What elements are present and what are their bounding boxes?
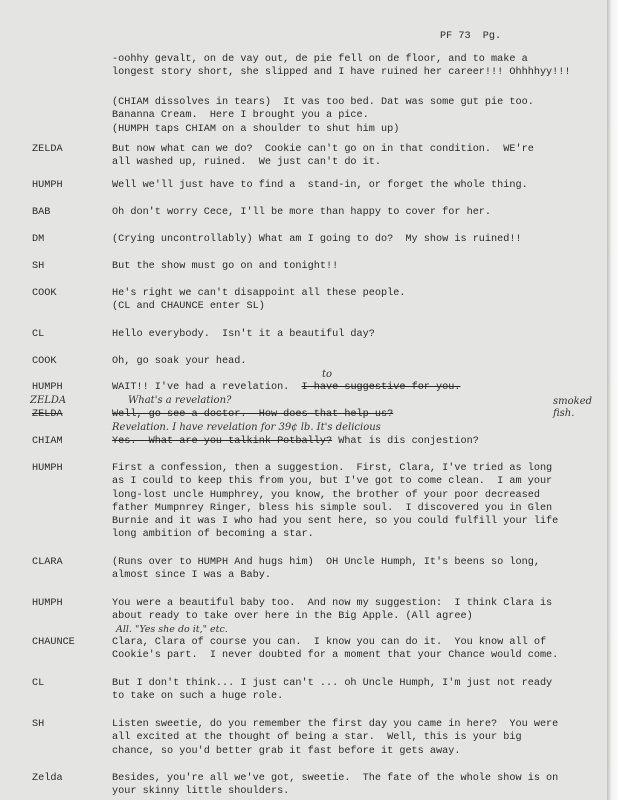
dialogue-text <box>112 260 338 273</box>
line-text: (CHIAM dissolves in tears) It vas too bed. Dat was some gut pie too. <box>112 97 534 108</box>
speaker-name: BAB <box>32 207 51 218</box>
dialogue-line <box>112 785 558 798</box>
line-text: Besides, you're all we've got, sweetie. The fate of the whole show is on <box>112 773 559 784</box>
line-text: longest story short, she slipped and I have ruined her career!!! Ohhhhyy!!! <box>112 67 571 79</box>
line-text: long-lost uncle Humphrey, you know, the brother of your poor decreased <box>112 489 540 501</box>
dialogue-text <box>112 328 375 341</box>
line-text: Oh, go soak your head. <box>112 356 247 367</box>
line-text: Listen sweetie, do you remember the first day you came in here? You were <box>112 719 559 730</box>
dialogue-line <box>112 287 405 300</box>
dialogue-line <box>112 502 558 515</box>
dialogue-line <box>112 528 558 541</box>
line-text: almost since I was a Baby. <box>112 570 271 582</box>
line-text: chance, so you'd better grab it fast before it gets away. <box>112 745 461 757</box>
dialogue-line <box>112 260 338 273</box>
dialogue-text <box>112 381 460 394</box>
speaker-name: HUMPH <box>32 382 63 393</box>
dialogue-line <box>112 66 571 79</box>
dialogue-line <box>112 636 558 649</box>
speaker-name: CLARA <box>32 557 63 568</box>
dialogue-line <box>112 569 540 582</box>
page-edge <box>607 0 618 800</box>
dialogue-line <box>112 156 534 169</box>
handwritten-speaker: ZELDA <box>30 395 67 406</box>
speaker-name: CHAUNCE <box>32 637 75 648</box>
dialogue-text <box>112 597 552 624</box>
dialogue-text <box>112 636 558 663</box>
speaker-name: HUMPH <box>32 598 63 609</box>
line-text: He's right we can't disappoint all these people. <box>112 288 406 299</box>
line-text: to take on such a huge role. <box>112 691 284 703</box>
line-text: Well, go see a doctor. How does that help us? <box>112 409 394 420</box>
line-text: about ready to take over here in the Big Apple. (All agree) <box>112 611 473 623</box>
speaker-name: DM <box>32 234 45 245</box>
dialogue-text <box>112 287 405 314</box>
dialogue-line <box>112 355 247 368</box>
dialogue-text <box>112 233 522 246</box>
dialogue-line <box>112 233 522 246</box>
line-text: Cookie's part. I never doubted for a moment that your Chance would come. <box>112 650 559 662</box>
dialogue-text <box>112 206 491 219</box>
dialogue-text <box>112 556 540 583</box>
speaker-name: CHIAM <box>32 436 63 447</box>
line-text: But I don't think... I just can't ... oh Uncle Humph, I'm just not ready <box>112 678 553 689</box>
speaker-name: COOK <box>32 356 57 367</box>
line-text: (Crying uncontrollably) What am I going to do? My show is ruined!! <box>112 234 522 245</box>
dialogue-text <box>112 462 558 542</box>
dialogue-line <box>112 556 540 569</box>
line-text: (CL and CHAUNCE enter SL) <box>112 301 265 313</box>
line-text: Burnie and it was I who had you sent here, so you could fulfill your life <box>112 516 559 528</box>
dialogue-line <box>112 179 528 192</box>
dialogue-line <box>112 53 571 66</box>
line-text: First a confession, then a suggestion. First, Clara, I've tried as long <box>112 463 553 474</box>
line-text: long ambition of becoming a star. <box>112 529 314 541</box>
dialogue-line <box>112 489 558 502</box>
dialogue-line <box>112 462 558 475</box>
handwritten-whats-revelation: What's a revelation? <box>128 395 232 406</box>
dialogue-text <box>112 179 528 192</box>
line-text: You were a beautiful baby too. And now my suggestion: I think Clara is <box>112 598 553 609</box>
dialogue-text <box>112 772 558 799</box>
handwritten-all-chorus: All. "Yes she do it," etc. <box>116 624 228 635</box>
line-text: all excited at the thought of being a star. Well, this is your big <box>112 732 522 744</box>
dialogue-line <box>112 381 460 394</box>
speaker-name: SH <box>32 719 45 730</box>
dialogue-line <box>112 772 558 785</box>
page-number: PF 73 Pg. <box>440 31 502 42</box>
dialogue-line <box>112 690 552 703</box>
dialogue-line <box>112 328 375 341</box>
dialogue-line <box>112 731 558 744</box>
speaker-name: COOK <box>32 288 57 299</box>
dialogue-line <box>112 718 558 731</box>
speaker-name: CL <box>32 329 45 340</box>
handwritten-smoked-fish: smoked fish. <box>553 396 593 419</box>
dialogue-text <box>112 408 393 421</box>
dialogue-line <box>112 649 558 662</box>
speaker-name: CL <box>32 678 45 689</box>
dialogue-line <box>112 745 558 758</box>
dialogue-text <box>112 96 534 136</box>
dialogue-text <box>112 143 534 170</box>
dialogue-line <box>112 677 552 690</box>
speaker-name: ZELDA <box>32 144 63 155</box>
speaker-name: ZELDA <box>32 409 63 420</box>
dialogue-text <box>112 53 571 80</box>
line-text: all washed up, ruined. We just can't do it. <box>112 157 381 169</box>
dialogue-text <box>112 435 479 448</box>
speaker-name: HUMPH <box>32 463 63 474</box>
struck-text: I have suggestive for you. <box>301 382 461 393</box>
struck-text: Yes. What are you talkink Potbally? <box>112 436 333 447</box>
line-tail: What is dis conjestion? <box>332 436 479 447</box>
handwritten-to: to <box>322 369 333 380</box>
line-text: (HUMPH taps CHIAM on a shoulder to shut him up) <box>112 123 400 135</box>
dialogue-line <box>112 515 558 528</box>
dialogue-line <box>112 408 393 421</box>
dialogue-line <box>112 206 491 219</box>
dialogue-line <box>112 610 552 623</box>
speaker-name: SH <box>32 261 45 272</box>
speaker-name: HUMPH <box>32 180 63 191</box>
line-text: Hello everybody. Isn't it a beautiful day? <box>112 329 375 340</box>
line-text: Oh don't worry Cece, I'll be more than happy to cover for her. <box>112 207 492 218</box>
dialogue-text <box>112 677 552 704</box>
handwritten-revelation-line: Revelation. I have revelation for 39¢ lb. It's delicious <box>112 422 381 433</box>
speaker-name: Zelda <box>32 773 63 784</box>
dialogue-line <box>112 475 558 488</box>
line-text: -oohhy gevalt, on de vay out, de pie fell on de floor, and to make a <box>112 54 528 65</box>
dialogue-line <box>112 96 534 109</box>
dialogue-line <box>112 300 405 313</box>
dialogue-line <box>112 597 552 610</box>
dialogue-text <box>112 355 247 368</box>
line-text: as I could to keep this from you, but I've got to come clean. I am your <box>112 476 553 488</box>
line-text: (Runs over to HUMPH And hugs him) OH Uncle Humph, It's beens so long, <box>112 557 540 568</box>
line-text: But the show must go on and tonight!! <box>112 261 339 272</box>
dialogue-line <box>112 109 534 122</box>
line-text: Clara, Clara of course you can. I know you can do it. You know all of <box>112 637 547 648</box>
line-text: Bananna Cream. Here I brought you a pice. <box>112 110 369 122</box>
line-text: your skinny little shoulders. <box>112 786 290 798</box>
line-text: But now what can we do? Cookie can't go on in that condition. WE're <box>112 144 534 155</box>
dialogue-line <box>112 143 534 156</box>
dialogue-line <box>112 435 479 448</box>
line-text: father Mumpnrey Ringer, bless his simple soul. I discovered you in Glen <box>112 502 553 514</box>
line-text: Well we'll just have to find a stand-in, or forget the whole thing. <box>112 180 528 191</box>
line-text: WAIT!! I've had a revelation. <box>112 382 302 393</box>
dialogue-text <box>112 718 558 758</box>
dialogue-line <box>112 123 534 136</box>
